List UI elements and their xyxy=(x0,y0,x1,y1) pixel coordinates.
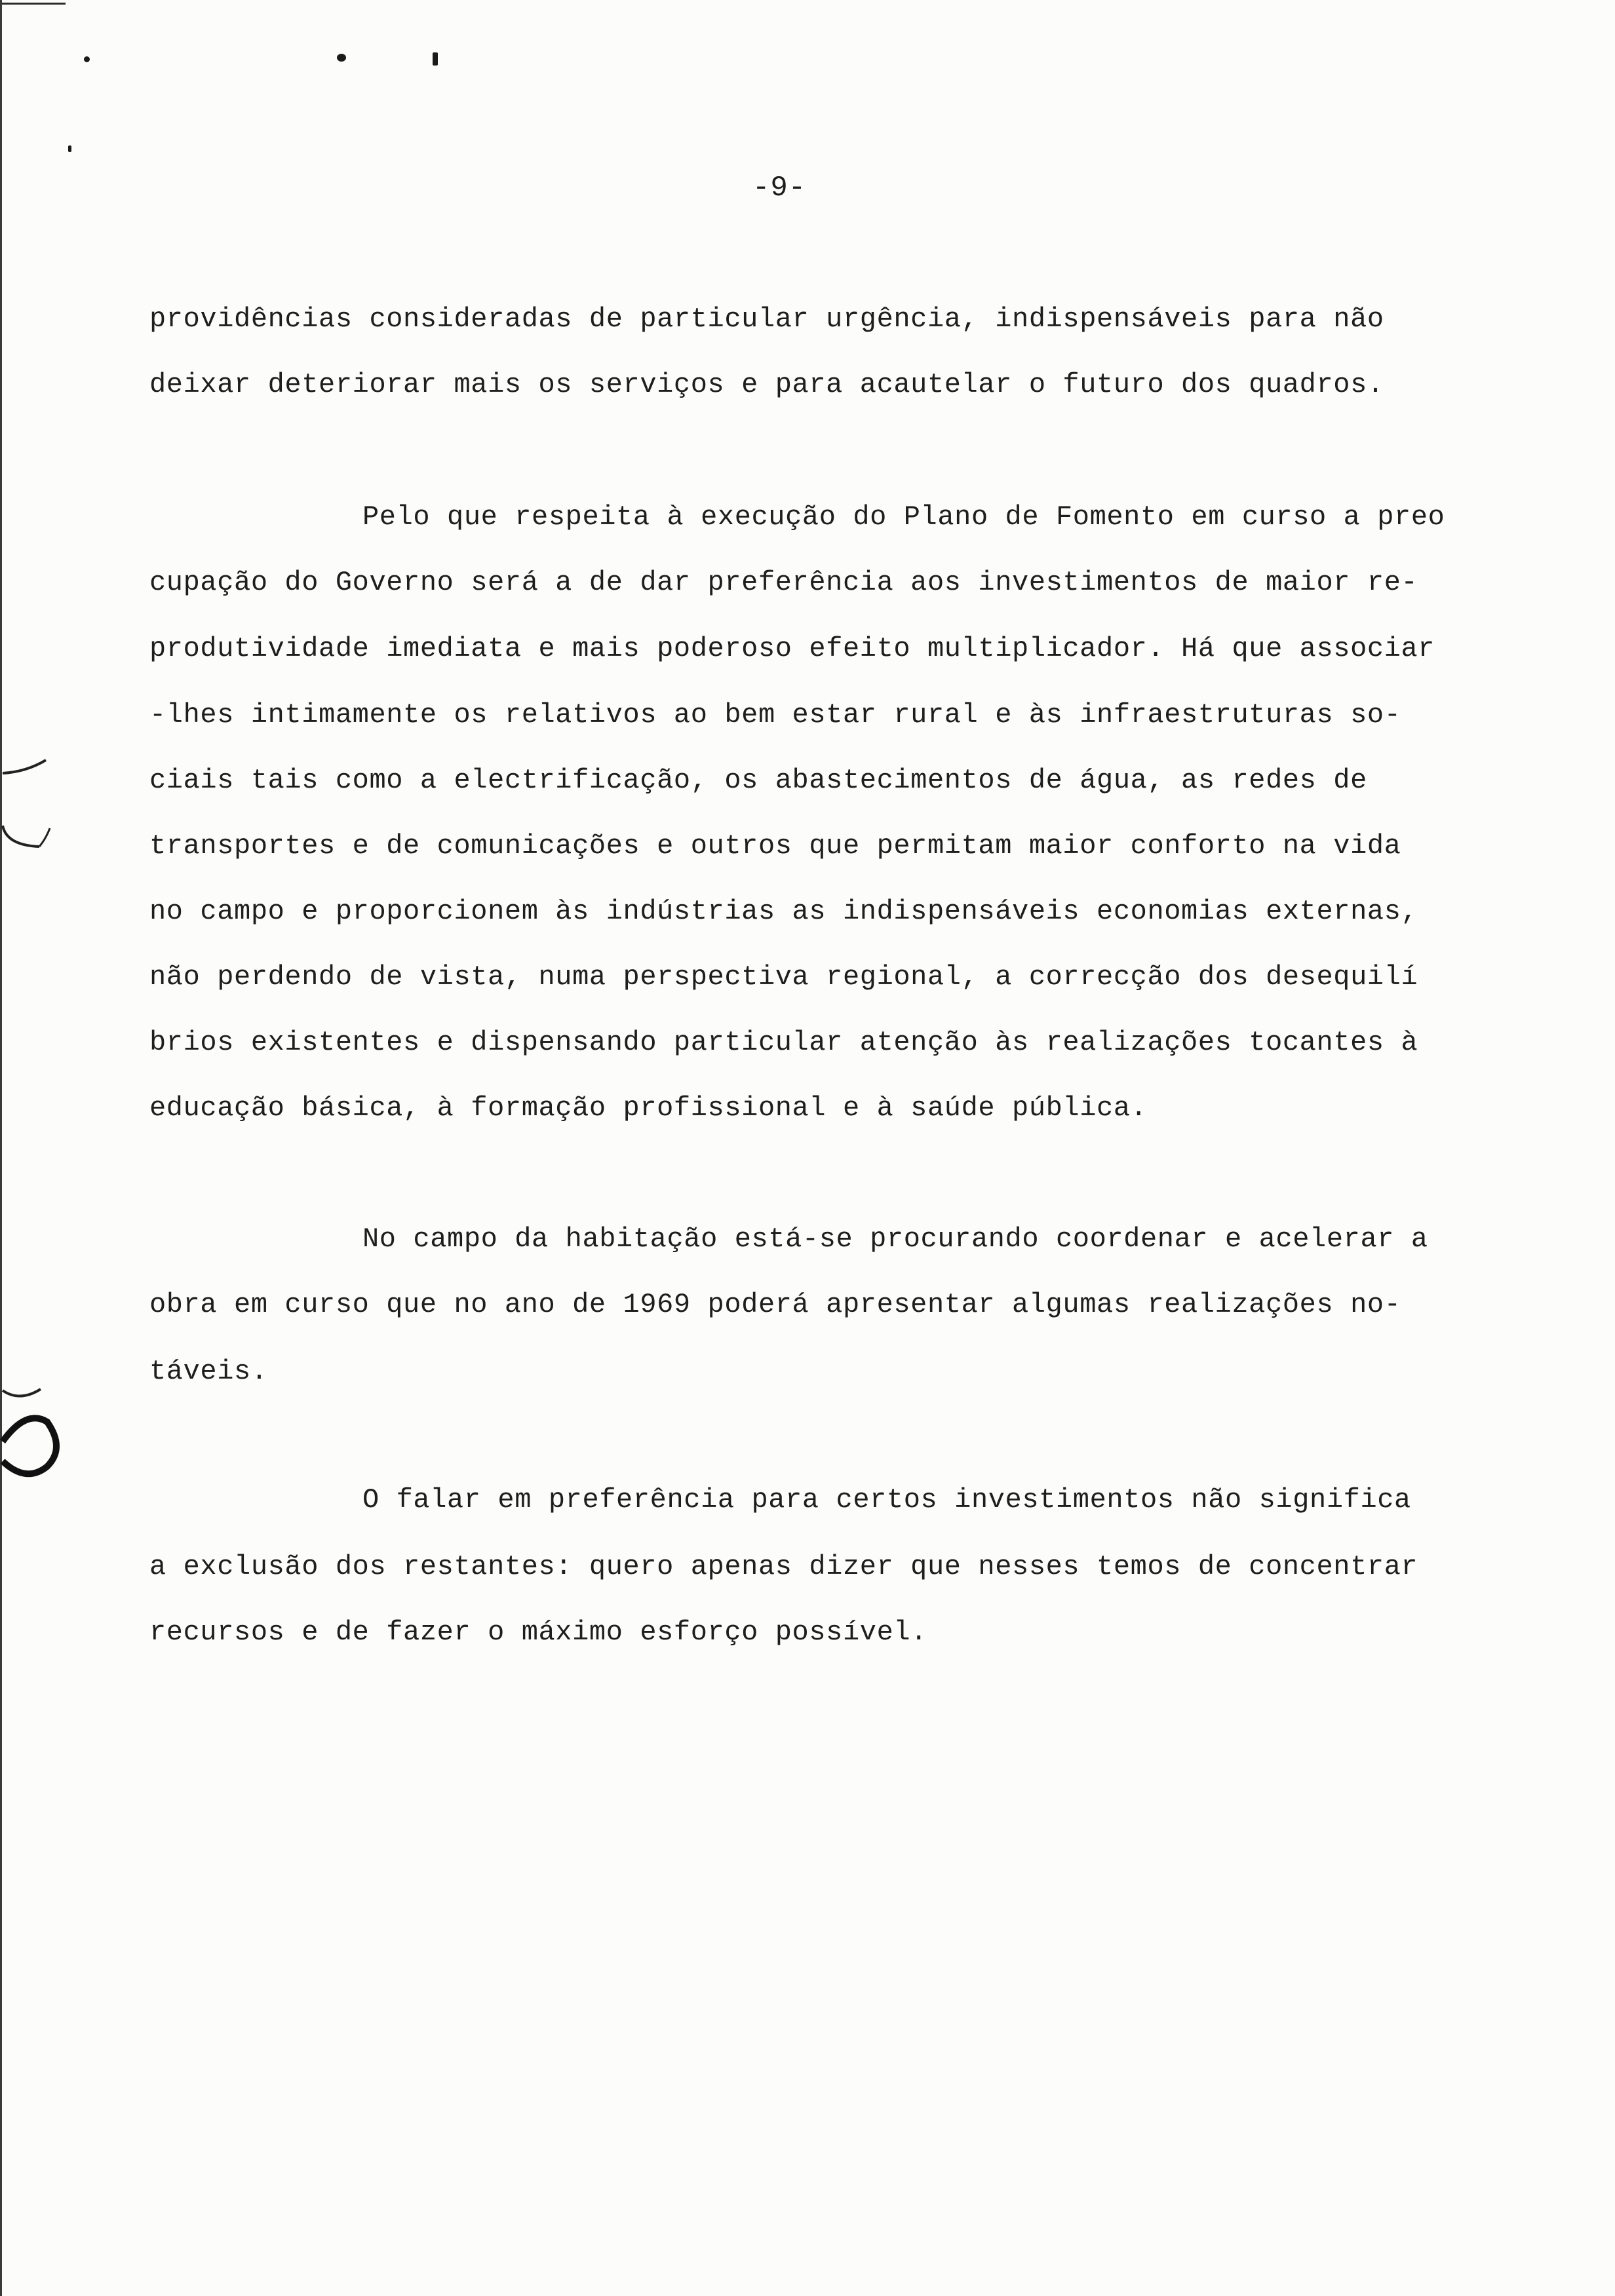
speck xyxy=(84,56,90,62)
text-line: deixar deteriorar mais os serviços e para acautelar o futuro dos quadros. xyxy=(149,369,1384,400)
text-line: -lhes intimamente os relativos ao bem estar rural e às infraestruturas so- xyxy=(149,699,1401,731)
text-line: obra em curso que no ano de 1969 poderá apresentar algumas realizações no- xyxy=(149,1289,1401,1320)
text-line: táveis. xyxy=(149,1356,268,1387)
text-line: educação básica, à formação profissional e à saúde pública. xyxy=(149,1092,1148,1124)
text-line: ciais tais como a electrificação, os abastecimentos de água, as redes de xyxy=(149,765,1367,796)
text-line: Pelo que respeita à execução do Plano de Fomento em curso a preo xyxy=(362,501,1445,533)
binder-marks xyxy=(0,0,66,2296)
text-line: O falar em preferência para certos investimentos não significa xyxy=(362,1484,1411,1516)
speck xyxy=(433,52,438,66)
text-line: no campo e proporcionem às indústrias as indispensáveis economias externas, xyxy=(149,896,1418,927)
text-line: providências consideradas de particular urgência, indispensáveis para não xyxy=(149,303,1384,335)
speck xyxy=(68,145,71,152)
text-line: cupação do Governo será a de dar preferência aos investimentos de maior re- xyxy=(149,567,1418,598)
text-line: recursos e de fazer o máximo esforço possível. xyxy=(149,1617,927,1648)
text-line: brios existentes e dispensando particular atenção às realizações tocantes à xyxy=(149,1027,1418,1058)
text-line: No campo da habitação está-se procurando coordenar e acelerar a xyxy=(362,1223,1428,1255)
text-line: a exclusão dos restantes: quero apenas dizer que nesses temos de concentrar xyxy=(149,1551,1418,1582)
speck xyxy=(337,54,346,62)
text-line: produtividade imediata e mais poderoso efeito multiplicador. Há que associar xyxy=(149,633,1435,664)
text-line: transportes e de comunicações e outros que permitam maior conforto na vida xyxy=(149,830,1401,862)
page-number: -9- xyxy=(752,172,807,204)
text-line: não perdendo de vista, numa perspectiva regional, a correcção dos desequilí xyxy=(149,961,1418,993)
